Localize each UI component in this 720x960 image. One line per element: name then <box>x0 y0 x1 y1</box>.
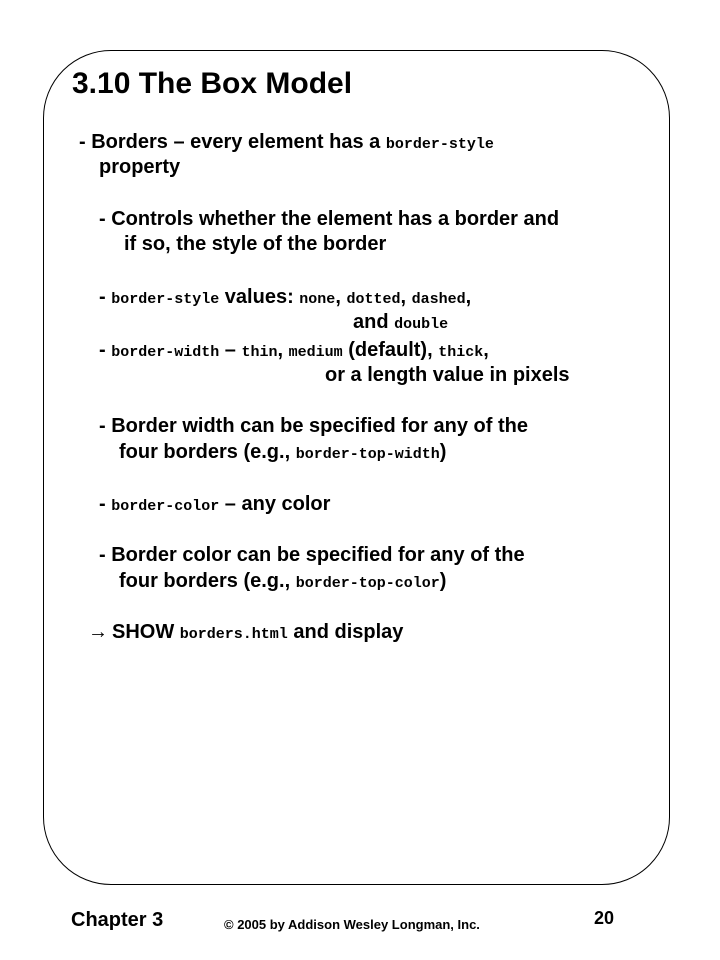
values-word: values: <box>219 286 300 308</box>
bullet-border-style-values-cont <box>353 310 448 337</box>
code-dotted: dotted <box>346 291 401 308</box>
comma: , <box>277 339 289 361</box>
comma: , <box>335 286 347 308</box>
dash: - <box>99 339 112 361</box>
any-color-text: – any color <box>219 493 331 515</box>
comma: , <box>465 286 472 308</box>
bullet-borders <box>79 130 494 157</box>
and-word: and <box>353 311 395 333</box>
code-borders-html: borders.html <box>179 626 288 643</box>
default-word: (default), <box>342 339 439 361</box>
close-paren: ) <box>439 441 447 463</box>
code-medium: medium <box>288 344 343 361</box>
comma: , <box>400 286 412 308</box>
bullet-border-style-values <box>99 285 471 312</box>
close-paren: ) <box>439 570 447 592</box>
code-dashed: dashed <box>411 291 466 308</box>
bullet-border-width <box>99 338 489 365</box>
dash: - <box>99 493 112 515</box>
bullet-border-color-specified-line1: - Border color can be specified for any of the <box>99 544 525 566</box>
page-number: 20 <box>594 908 615 928</box>
show-word: SHOW <box>112 621 180 643</box>
and-display-text: and display <box>287 621 404 643</box>
en-dash: – <box>219 339 242 361</box>
example-prefix: four borders (e.g., <box>119 441 296 463</box>
code-thick: thick <box>438 344 484 361</box>
code-none: none <box>299 291 336 308</box>
code-border-style: border-style <box>111 291 220 308</box>
example-prefix: four borders (e.g., <box>119 570 296 592</box>
bullet-borders-cont: property <box>99 156 181 178</box>
bullet-borders-text: - Borders – every element has a <box>79 131 386 153</box>
bullet-border-width-specified-line2 <box>119 440 446 467</box>
code-double: double <box>394 316 449 333</box>
bullet-border-width-specified-line1: - Border width can be specified for any of the <box>99 415 528 437</box>
code-border-top-width: border-top-width <box>295 446 440 463</box>
dash: - <box>99 286 112 308</box>
footer-chapter: Chapter 3 <box>71 909 164 931</box>
bullet-border-width-cont: or a length value in pixels <box>325 364 570 386</box>
code-border-top-color: border-top-color <box>295 575 440 592</box>
code-thin: thin <box>241 344 278 361</box>
bullet-show-borders <box>88 620 403 647</box>
bullet-controls-line1: - Controls whether the element has a border and <box>99 208 560 230</box>
comma: , <box>483 339 489 361</box>
arrow-right-icon: → <box>88 621 108 643</box>
bullet-border-color-specified-line2 <box>119 569 446 596</box>
code-border-width: border-width <box>111 344 220 361</box>
footer-copyright: © 2005 by Addison Wesley Longman, Inc. <box>224 917 480 932</box>
bullet-border-color <box>99 492 330 519</box>
bullet-controls-line2: if so, the style of the border <box>124 233 387 255</box>
code-border-color: border-color <box>111 498 220 515</box>
code-border-style: border-style <box>385 136 494 153</box>
slide-title: 3.10 The Box Model <box>72 67 353 100</box>
